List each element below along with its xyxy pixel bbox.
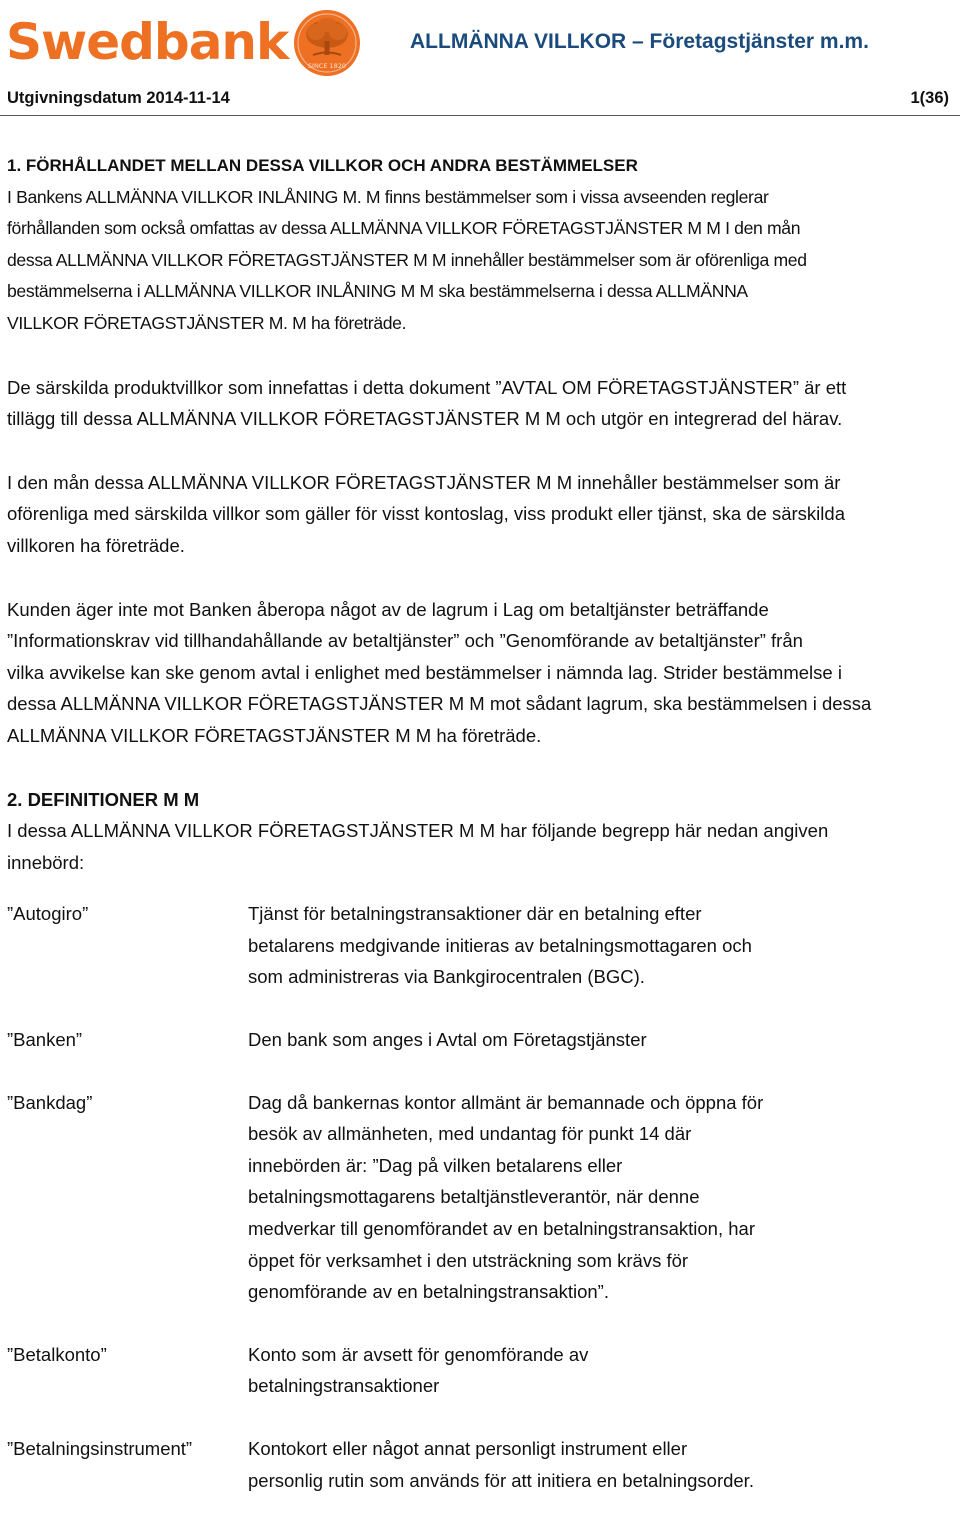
seal-text: SINCE 1820 (307, 62, 347, 70)
issue-row (7, 89, 949, 108)
issue-date: Utgivningsdatum 2014-11-14 (7, 89, 230, 107)
definition-item (7, 1024, 952, 1056)
text-line: bestämmelserna i ALLMÄNNA VILLKOR INLÅNING M M ska bestämmelserna i dessa ALLMÄNNA (7, 281, 748, 302)
text-line: betalningsmottagarens betaltjänstleverantör, när denne (248, 1186, 700, 1208)
section-1-paragraph-4 (7, 594, 952, 752)
definition-term: ”Banken” (7, 1029, 83, 1051)
section-2-intro (7, 815, 952, 878)
text-line: I den mån dessa ALLMÄNNA VILLKOR FÖRETAGSTJÄNSTER M M innehåller bestämmelser som är (7, 471, 841, 493)
text-line: I Bankens ALLMÄNNA VILLKOR INLÅNING M. M finns bestämmelser som i vissa avseenden reglerar (7, 186, 769, 207)
text-line: betalarens medgivande initieras av betalningsmottagaren och (248, 934, 752, 956)
definition-description (248, 1087, 848, 1308)
definition-item (7, 1087, 952, 1308)
text-line: VILLKOR FÖRETAGSTJÄNSTER M. M ha företräde. (7, 312, 407, 333)
text-line: genomförande av en betalningstransaktion”. (248, 1281, 609, 1303)
text-line: Dag då bankernas kontor allmänt är bemannade och öppna för (248, 1091, 764, 1113)
page-header (0, 0, 960, 80)
text-line: medverkar till genomförandet av en betalningstransaktion, har (248, 1218, 755, 1240)
section-1-heading: 1. FÖRHÅLLANDET MELLAN DESSA VILLKOR OCH ANDRA BESTÄMMELSER (7, 156, 638, 175)
definitions-list (7, 898, 952, 1496)
header-divider (0, 115, 960, 116)
text-line: ”Informationskrav vid tillhandahållande av betaltjänster” och ”Genomförande av betaltjänster” från (7, 630, 803, 652)
definition-term: ”Autogiro” (7, 903, 89, 925)
definition-term: ”Bankdag” (7, 1091, 93, 1113)
text-line: som administreras via Bankgirocentralen (BGC). (248, 966, 645, 988)
text-line: De särskilda produktvillkor som innefattas i detta dokument ”AVTAL OM FÖRETAGSTJÄNSTER” är ett (7, 376, 847, 398)
definition-item (7, 1433, 952, 1496)
text-line: betalningstransaktioner (248, 1375, 440, 1397)
definition-item (7, 1339, 952, 1402)
definition-description (248, 1339, 848, 1402)
text-line: Tjänst för betalningstransaktioner där en betalning efter (248, 903, 702, 925)
text-line: öppet för verksamhet i den utsträckning som krävs för (248, 1249, 689, 1271)
definition-term: ”Betalkonto” (7, 1343, 107, 1365)
text-line: Kontokort eller något annat personligt instrument eller (248, 1438, 688, 1459)
text-line: förhållanden som också omfattas av dessa ALLMÄNNA VILLKOR FÖRETAGSTJÄNSTER M M I den mån (7, 218, 801, 239)
text-line: Konto som är avsett för genomförande av (248, 1343, 589, 1365)
text-line: personlig rutin som används för att initiera en betalningsorder. (248, 1469, 754, 1491)
text-line: innebörden är: ”Dag på vilken betalarens eller (248, 1154, 623, 1176)
definition-description (248, 1433, 848, 1496)
section-1-paragraph-2 (7, 372, 952, 435)
definition-description (248, 898, 848, 993)
section-2-heading: 2. DEFINITIONER M M (7, 788, 200, 810)
definition-description (248, 1024, 848, 1056)
text-line: vilka avvikelse kan ske genom avtal i enlighet med bestämmelser i nämnda lag. Strider bestämmelse i (7, 661, 842, 683)
text-line: Den bank som anges i Avtal om Företagstjänster (248, 1029, 647, 1051)
text-line: villkoren ha företräde. (7, 534, 185, 556)
text-line: dessa ALLMÄNNA VILLKOR FÖRETAGSTJÄNSTER M M innehåller bestämmelser som är oförenliga med (7, 249, 807, 270)
definition-item (7, 898, 952, 993)
swedbank-logo (6, 6, 362, 78)
text-line: innebörd: (7, 851, 85, 873)
text-line: dessa ALLMÄNNA VILLKOR FÖRETAGSTJÄNSTER M M mot sådant lagrum, ska bestämmelsen i dessa (7, 693, 872, 715)
page-number: 1(36) (910, 89, 949, 107)
text-line: tillägg till dessa ALLMÄNNA VILLKOR FÖRETAGSTJÄNSTER M M och utgör en integrerad del härav. (7, 408, 843, 430)
text-line: I dessa ALLMÄNNA VILLKOR FÖRETAGSTJÄNSTER M M har följande begrepp här nedan angiven (7, 820, 829, 842)
text-line: Kunden äger inte mot Banken åberopa något av de lagrum i Lag om betaltjänster beträffande (7, 598, 769, 620)
document-body (7, 150, 952, 1527)
definition-term: ”Betalningsinstrument” (7, 1438, 193, 1459)
text-line: besök av allmänheten, med undantag för punkt 14 där (248, 1123, 692, 1145)
text-line: ALLMÄNNA VILLKOR FÖRETAGSTJÄNSTER M M ha företräde. (7, 724, 542, 746)
section-1-paragraph-1 (7, 182, 952, 340)
document-title: ALLMÄNNA VILLKOR – Företagstjänster m.m. (410, 30, 869, 53)
text-line: oförenliga med särskilda villkor som gäller för visst kontoslag, viss produkt eller tjänst, ska de särskilda (7, 503, 845, 525)
oak-tree-seal-icon (292, 8, 362, 78)
brand-name: Swedbank (6, 13, 289, 71)
section-1-paragraph-3 (7, 467, 952, 562)
